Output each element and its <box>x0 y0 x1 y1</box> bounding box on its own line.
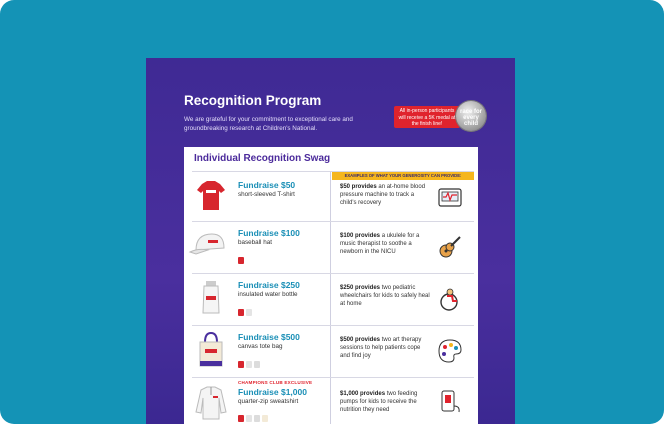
tote-bag-thumbnail <box>192 330 230 368</box>
tshirt-thumbnail <box>192 176 230 214</box>
included-items <box>238 355 262 363</box>
tier-amount: Fundraise $100 <box>238 228 300 238</box>
tier-item: quarter-zip sweatshirt <box>238 398 299 405</box>
ukulele-icon <box>437 234 463 260</box>
included-items <box>238 303 254 311</box>
sweatshirt-thumbnail <box>192 382 230 420</box>
exclusive-label: CHAMPIONS CLUB EXCLUSIVE <box>238 380 313 385</box>
tier-amount: Fundraise $50 <box>238 180 296 190</box>
tier-amount: Fundraise $500 <box>238 332 300 342</box>
poster-intro: We are grateful for your commitment to exceptional care and groundbreaking research at Children's National. <box>184 116 353 132</box>
cap-thumbnail <box>188 226 232 264</box>
tier-row <box>192 325 474 378</box>
tier-item: baseball hat <box>238 239 272 246</box>
tier-example: $500 provides two art therapy sessions to help patients cope and find joy <box>340 337 422 359</box>
card-title: Individual Recognition Swag <box>194 153 331 164</box>
included-items <box>238 251 246 259</box>
tier-item: insulated water bottle <box>238 291 298 298</box>
wheelchair-icon <box>437 286 463 312</box>
tier-row <box>192 273 474 326</box>
medal-icon <box>456 101 486 131</box>
tier-amount: Fundraise $250 <box>238 280 300 290</box>
tier-amount: Fundraise $1,000 <box>238 387 307 397</box>
paint-palette-icon <box>437 338 463 364</box>
examples-header: EXAMPLES OF WHAT YOUR GENEROSITY CAN PROVIDE: <box>332 172 474 180</box>
water-bottle-thumbnail <box>192 278 230 316</box>
tier-row <box>192 377 474 424</box>
medal-text: race for every child <box>459 109 482 127</box>
blood-pressure-monitor-icon <box>437 184 463 210</box>
medal-badge: All in-person participants will receive a 5K medal at the finish line! <box>394 106 460 128</box>
tier-example: $1,000 provides two feeding pumps for kids to receive the nutrition they need <box>340 391 418 413</box>
tier-example: $250 provides two pediatric wheelchairs for kids to safely heal at home <box>340 285 430 307</box>
swag-card <box>184 147 478 424</box>
tier-example: $100 provides a ukulele for a music therapist to soothe a newborn in the NICU <box>340 233 420 255</box>
tier-row <box>192 171 474 222</box>
tier-item: short-sleeved T-shirt <box>238 191 295 198</box>
included-items <box>238 409 270 417</box>
poster-title: Recognition Program <box>184 93 322 108</box>
tier-row <box>192 221 474 274</box>
feeding-pump-icon <box>437 388 463 414</box>
tier-item: canvas tote bag <box>238 343 283 350</box>
recognition-poster <box>146 58 515 424</box>
tier-example: $50 provides an at-home blood pressure machine to track a child's recovery <box>340 184 426 206</box>
